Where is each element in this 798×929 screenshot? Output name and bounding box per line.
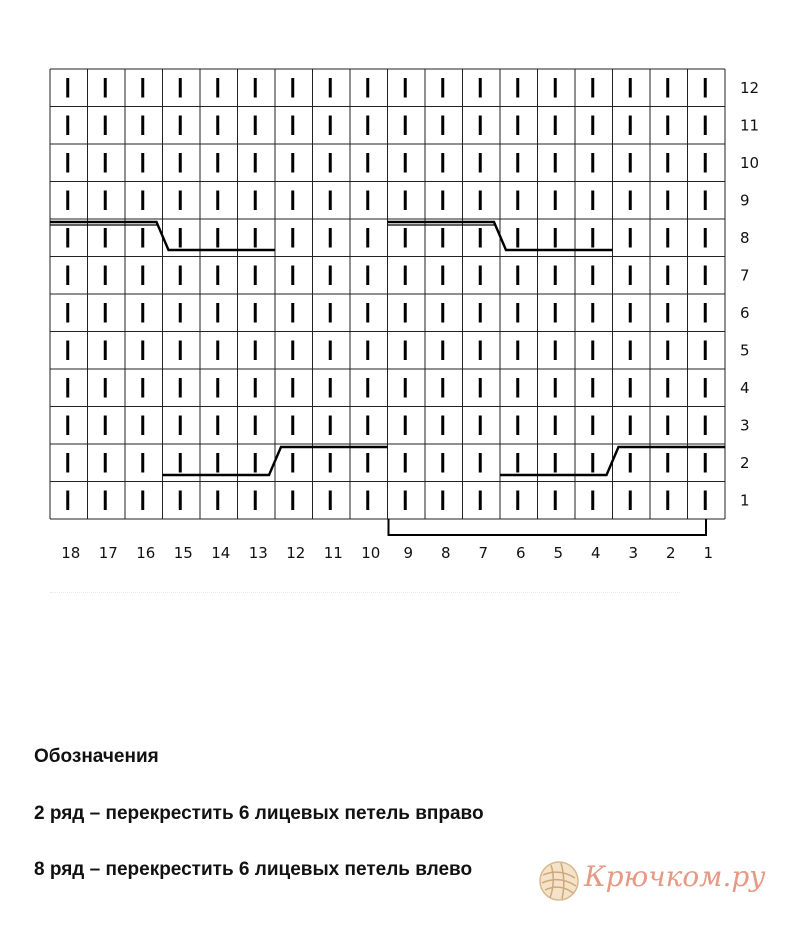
row-label: 4 <box>740 379 750 397</box>
row-label: 8 <box>740 229 750 247</box>
legend-row-2-description: 2 ряд – перекрестить 6 лицевых петель вправо <box>34 803 484 824</box>
row-label: 2 <box>740 454 750 472</box>
yarn-ball-icon <box>536 858 582 904</box>
column-number-labels <box>61 544 713 562</box>
chart-grid <box>50 69 725 519</box>
column-label: 14 <box>211 544 231 562</box>
column-label: 10 <box>361 544 381 562</box>
row-number-labels <box>740 79 759 510</box>
row-label: 11 <box>740 116 760 135</box>
column-label: 18 <box>61 544 81 562</box>
row-label: 12 <box>740 79 760 97</box>
column-label: 2 <box>665 544 676 562</box>
column-label: 15 <box>173 544 193 562</box>
column-label: 17 <box>98 544 118 562</box>
column-label: 3 <box>628 544 639 562</box>
column-label: 4 <box>590 544 601 562</box>
legend-title: Обозначения <box>34 746 159 767</box>
repeat-bracket <box>389 519 707 535</box>
column-label: 6 <box>515 544 526 562</box>
row-label: 1 <box>740 491 750 510</box>
column-label: 8 <box>440 544 451 562</box>
column-label: 5 <box>553 544 564 562</box>
row-label: 5 <box>740 341 750 360</box>
row-label: 7 <box>740 266 750 285</box>
column-label: 16 <box>136 544 156 562</box>
row-label: 10 <box>740 154 760 172</box>
column-label: 1 <box>703 544 714 562</box>
column-label: 12 <box>286 544 306 562</box>
site-logo[interactable] <box>536 856 786 906</box>
site-logo-text: Крючком.ру <box>584 860 766 893</box>
faded-artifact-line <box>50 592 680 603</box>
row-label: 6 <box>740 304 750 322</box>
row-label: 9 <box>740 191 750 210</box>
column-label: 9 <box>403 544 414 562</box>
row-label: 3 <box>740 416 750 435</box>
column-label: 11 <box>323 544 343 562</box>
legend-row-8-description: 8 ряд – перекрестить 6 лицевых петель влево <box>34 859 473 880</box>
column-label: 13 <box>248 544 268 562</box>
column-label: 7 <box>478 544 489 562</box>
